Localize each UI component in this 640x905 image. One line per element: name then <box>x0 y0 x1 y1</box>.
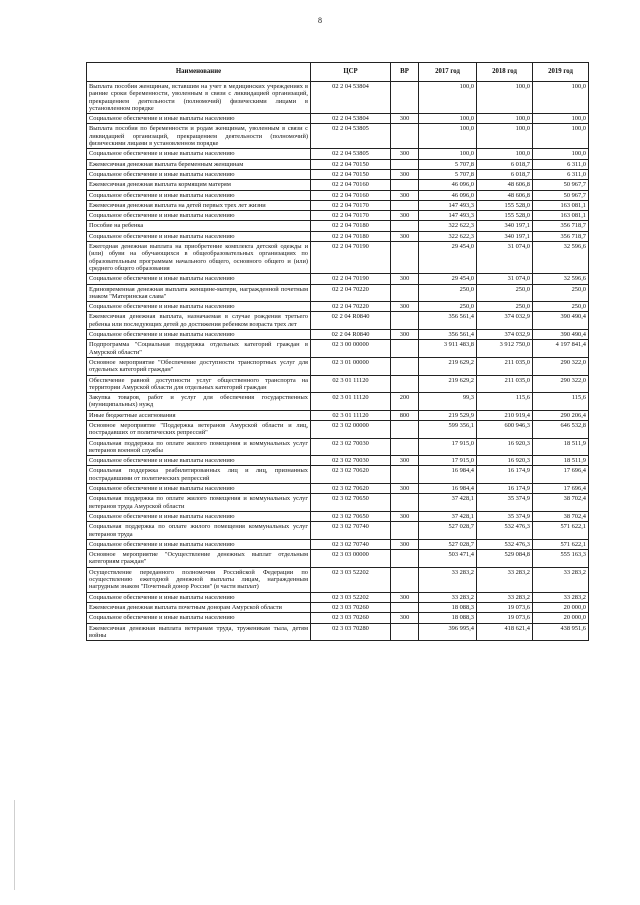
table-row <box>87 312 589 330</box>
row-csr: 02 3 02 70650 <box>311 511 391 521</box>
row-2017-value: 527 028,7 <box>419 539 477 549</box>
row-vr: 300 <box>391 274 419 284</box>
table-row <box>87 231 589 241</box>
row-2017-value: 250,0 <box>419 302 477 312</box>
table-row <box>87 456 589 466</box>
row-csr: 02 2 04 53804 <box>311 114 391 124</box>
table-row <box>87 169 589 179</box>
row-2018-value: 6 018,7 <box>477 169 533 179</box>
row-csr: 02 3 01 11120 <box>311 393 391 411</box>
table-row <box>87 221 589 231</box>
table-row <box>87 550 589 568</box>
row-2018-value: 529 084,8 <box>477 550 533 568</box>
row-2017-value: 599 356,1 <box>419 420 477 438</box>
row-2017-value: 33 283,2 <box>419 567 477 592</box>
row-csr: 02 3 00 00000 <box>311 340 391 358</box>
table-row <box>87 602 589 612</box>
row-name: Выплата пособия женщинам, вставшим на учет в медицинских учреждениях в ранние сроки беременности, уволенным в связи с ликвидацией организаций, прекращением деятельности (полномочий) физическими лицами в установленном порядке <box>87 82 311 114</box>
row-name: Социальное обеспечение и иные выплаты населению <box>87 149 311 159</box>
row-2018-value: 19 073,6 <box>477 602 533 612</box>
row-csr: 02 2 04 70170 <box>311 211 391 221</box>
row-2018-value: 33 283,2 <box>477 592 533 602</box>
row-vr: 200 <box>391 393 419 411</box>
row-csr: 02 3 03 52202 <box>311 592 391 602</box>
row-vr <box>391 494 419 512</box>
header-vr: ВР <box>391 63 419 82</box>
row-csr: 02 2 04 70160 <box>311 180 391 190</box>
row-2017-value: 527 028,7 <box>419 522 477 540</box>
row-name: Социальное обеспечение и иные выплаты населению <box>87 592 311 602</box>
row-2017-value: 46 096,0 <box>419 190 477 200</box>
row-name: Социальное обеспечение и иные выплаты населению <box>87 511 311 521</box>
table-row <box>87 484 589 494</box>
row-name: Ежемесячная денежная выплата кормящим матерям <box>87 180 311 190</box>
row-2019-value: 571 622,1 <box>533 522 589 540</box>
row-name: Социальная поддержка по оплате жилого помещения коммунальных услуг ветеранов труда <box>87 522 311 540</box>
row-name: Социальное обеспечение и иные выплаты населению <box>87 231 311 241</box>
row-2018-value: 100,0 <box>477 82 533 114</box>
row-2017-value: 147 493,3 <box>419 211 477 221</box>
row-2018-value: 3 912 750,0 <box>477 340 533 358</box>
table-row <box>87 438 589 456</box>
header-name: Наименование <box>87 63 311 82</box>
row-2019-value: 4 197 841,4 <box>533 340 589 358</box>
row-2017-value: 322 622,3 <box>419 221 477 231</box>
row-2018-value: 16 920,3 <box>477 438 533 456</box>
table-row <box>87 302 589 312</box>
row-2019-value: 50 967,7 <box>533 180 589 190</box>
row-vr <box>391 159 419 169</box>
row-2018-value: 532 476,3 <box>477 522 533 540</box>
row-2018-value: 33 283,2 <box>477 567 533 592</box>
header-csr: ЦСР <box>311 63 391 82</box>
table-row <box>87 124 589 149</box>
row-vr: 300 <box>391 613 419 623</box>
row-vr: 300 <box>391 484 419 494</box>
row-2017-value: 322 622,3 <box>419 231 477 241</box>
row-csr: 02 2 04 53805 <box>311 149 391 159</box>
row-vr: 300 <box>391 190 419 200</box>
row-csr: 02 2 04 53804 <box>311 82 391 114</box>
row-2019-value: 32 596,6 <box>533 274 589 284</box>
header-2019: 2019 год <box>533 63 589 82</box>
table-row <box>87 274 589 284</box>
row-2019-value: 20 000,0 <box>533 613 589 623</box>
row-2018-value: 340 197,1 <box>477 221 533 231</box>
row-vr <box>391 375 419 393</box>
row-csr: 02 3 02 70740 <box>311 539 391 549</box>
row-vr <box>391 567 419 592</box>
row-2018-value: 16 174,9 <box>477 466 533 484</box>
row-csr: 02 3 02 70740 <box>311 522 391 540</box>
row-name: Социальное обеспечение и иные выплаты населению <box>87 190 311 200</box>
table-row <box>87 539 589 549</box>
row-name: Основное мероприятие "Осуществление денежных выплат отдельным категориям граждан" <box>87 550 311 568</box>
row-2017-value: 29 454,0 <box>419 274 477 284</box>
row-2019-value: 100,0 <box>533 82 589 114</box>
row-vr <box>391 200 419 210</box>
row-2019-value: 646 532,8 <box>533 420 589 438</box>
row-vr <box>391 420 419 438</box>
row-2019-value: 6 311,0 <box>533 169 589 179</box>
row-2019-value: 438 951,6 <box>533 623 589 641</box>
row-2019-value: 163 081,1 <box>533 200 589 210</box>
row-2019-value: 100,0 <box>533 124 589 149</box>
row-name: Ежемесячная денежная выплата на детей первых трех лет жизни <box>87 200 311 210</box>
table-row <box>87 613 589 623</box>
row-2019-value: 18 511,9 <box>533 438 589 456</box>
table-row <box>87 284 589 302</box>
row-2017-value: 16 984,4 <box>419 466 477 484</box>
row-2017-value: 18 088,3 <box>419 602 477 612</box>
row-2019-value: 100,0 <box>533 149 589 159</box>
row-csr: 02 2 04 70220 <box>311 302 391 312</box>
row-vr: 300 <box>391 114 419 124</box>
row-2019-value: 38 702,4 <box>533 494 589 512</box>
row-2019-value: 6 311,0 <box>533 159 589 169</box>
row-2019-value: 163 081,1 <box>533 211 589 221</box>
row-vr: 300 <box>391 302 419 312</box>
row-name: Социальное обеспечение и иные выплаты населению <box>87 274 311 284</box>
row-vr <box>391 522 419 540</box>
row-2019-value: 38 702,4 <box>533 511 589 521</box>
row-2018-value: 374 032,9 <box>477 330 533 340</box>
table-row <box>87 211 589 221</box>
table-header-row <box>87 63 589 82</box>
row-2019-value: 32 596,6 <box>533 242 589 274</box>
row-2017-value: 503 471,4 <box>419 550 477 568</box>
row-vr: 300 <box>391 231 419 241</box>
row-2019-value: 17 696,4 <box>533 484 589 494</box>
row-2017-value: 18 088,3 <box>419 613 477 623</box>
row-2018-value: 532 476,3 <box>477 539 533 549</box>
row-2018-value: 6 018,7 <box>477 159 533 169</box>
page-number: 8 <box>318 16 322 25</box>
row-2019-value: 17 696,4 <box>533 466 589 484</box>
row-vr: 300 <box>391 592 419 602</box>
row-csr: 02 3 03 70260 <box>311 613 391 623</box>
scan-edge-mark <box>14 800 15 890</box>
row-2017-value: 100,0 <box>419 114 477 124</box>
row-name: Социальная поддержка по оплате жилого помещения и коммунальных услуг ветеранов военной службы <box>87 438 311 456</box>
row-2019-value: 571 622,1 <box>533 539 589 549</box>
row-2019-value: 250,0 <box>533 302 589 312</box>
row-csr: 02 2 04 70150 <box>311 159 391 169</box>
row-vr <box>391 550 419 568</box>
row-csr: 02 3 03 70280 <box>311 623 391 641</box>
row-name: Ежегодная денежная выплата на приобретение комплекта детской одежды и (или) обуви на обучающихся в общеобразовательных организациях по образовательным программам начального общего, основного общего и (или) среднего общего образования <box>87 242 311 274</box>
row-2018-value: 250,0 <box>477 302 533 312</box>
row-csr: 02 2 04 70190 <box>311 242 391 274</box>
row-2017-value: 356 561,4 <box>419 312 477 330</box>
row-name: Социальное обеспечение и иные выплаты населению <box>87 302 311 312</box>
row-2018-value: 374 032,9 <box>477 312 533 330</box>
row-2018-value: 211 035,0 <box>477 375 533 393</box>
row-csr: 02 3 02 00000 <box>311 420 391 438</box>
row-vr: 300 <box>391 149 419 159</box>
row-vr: 800 <box>391 410 419 420</box>
row-name: Социальное обеспечение и иные выплаты населению <box>87 169 311 179</box>
row-2017-value: 100,0 <box>419 82 477 114</box>
table-row <box>87 357 589 375</box>
row-2017-value: 37 428,1 <box>419 511 477 521</box>
row-2017-value: 356 561,4 <box>419 330 477 340</box>
row-2019-value: 356 718,7 <box>533 221 589 231</box>
row-2019-value: 20 000,0 <box>533 602 589 612</box>
row-csr: 02 2 04 70190 <box>311 274 391 284</box>
row-name: Пособие на ребенка <box>87 221 311 231</box>
row-2017-value: 5 707,8 <box>419 159 477 169</box>
table-row <box>87 242 589 274</box>
row-csr: 02 2 04 70150 <box>311 169 391 179</box>
row-2019-value: 555 163,3 <box>533 550 589 568</box>
table-row <box>87 567 589 592</box>
row-vr <box>391 340 419 358</box>
row-2017-value: 3 911 483,8 <box>419 340 477 358</box>
row-vr: 300 <box>391 456 419 466</box>
table-row <box>87 200 589 210</box>
row-2017-value: 250,0 <box>419 284 477 302</box>
row-2018-value: 211 035,0 <box>477 357 533 375</box>
row-vr <box>391 284 419 302</box>
row-2017-value: 17 915,0 <box>419 456 477 466</box>
row-2018-value: 35 374,9 <box>477 511 533 521</box>
table-row <box>87 420 589 438</box>
row-2017-value: 100,0 <box>419 124 477 149</box>
row-name: Подпрограмма "Социальная поддержка отдельных категорий граждан в Амурской области" <box>87 340 311 358</box>
row-csr: 02 3 02 70030 <box>311 438 391 456</box>
table-row <box>87 494 589 512</box>
row-2019-value: 356 718,7 <box>533 231 589 241</box>
row-name: Социальное обеспечение и иные выплаты населению <box>87 330 311 340</box>
row-name: Основное мероприятие "Обеспечение доступности транспортных услуг для отдельных категорий граждан" <box>87 357 311 375</box>
row-2017-value: 396 995,4 <box>419 623 477 641</box>
row-vr <box>391 623 419 641</box>
row-name: Социальное обеспечение и иные выплаты населению <box>87 539 311 549</box>
row-2017-value: 219 629,2 <box>419 375 477 393</box>
row-csr: 02 2 04 R0840 <box>311 330 391 340</box>
row-name: Единовременная денежная выплата женщине-матери, награжденной почетным знаком "Материнская слава" <box>87 284 311 302</box>
row-2019-value: 18 511,9 <box>533 456 589 466</box>
row-vr <box>391 180 419 190</box>
row-2017-value: 16 984,4 <box>419 484 477 494</box>
row-2018-value: 48 606,8 <box>477 180 533 190</box>
row-csr: 02 3 02 70620 <box>311 484 391 494</box>
row-name: Социальное обеспечение и иные выплаты населению <box>87 613 311 623</box>
row-csr: 02 2 04 53805 <box>311 124 391 149</box>
row-2018-value: 155 528,0 <box>477 200 533 210</box>
row-vr <box>391 312 419 330</box>
row-2018-value: 16 920,3 <box>477 456 533 466</box>
row-2018-value: 16 174,9 <box>477 484 533 494</box>
row-csr: 02 2 04 70170 <box>311 200 391 210</box>
row-csr: 02 3 01 00000 <box>311 357 391 375</box>
row-vr: 300 <box>391 511 419 521</box>
row-csr: 02 2 04 70180 <box>311 221 391 231</box>
row-2017-value: 37 428,1 <box>419 494 477 512</box>
row-2019-value: 33 283,2 <box>533 567 589 592</box>
row-2018-value: 115,6 <box>477 393 533 411</box>
row-vr <box>391 602 419 612</box>
row-name: Социальная поддержка по оплате жилого помещения и коммунальных услуг ветеранов труда Амурской области <box>87 494 311 512</box>
row-2018-value: 19 073,6 <box>477 613 533 623</box>
row-2018-value: 600 946,3 <box>477 420 533 438</box>
row-2017-value: 99,3 <box>419 393 477 411</box>
table-row <box>87 393 589 411</box>
header-2018: 2018 год <box>477 63 533 82</box>
row-2018-value: 155 528,0 <box>477 211 533 221</box>
table-row <box>87 340 589 358</box>
table-row <box>87 330 589 340</box>
row-2018-value: 210 919,4 <box>477 410 533 420</box>
row-csr: 02 3 03 00000 <box>311 550 391 568</box>
row-csr: 02 2 04 70160 <box>311 190 391 200</box>
row-2017-value: 147 493,3 <box>419 200 477 210</box>
row-2019-value: 390 490,4 <box>533 312 589 330</box>
table-body <box>87 82 589 641</box>
table-row <box>87 159 589 169</box>
row-csr: 02 2 04 70220 <box>311 284 391 302</box>
row-csr: 02 3 01 11120 <box>311 410 391 420</box>
row-name: Иные бюджетные ассигнования <box>87 410 311 420</box>
row-vr <box>391 357 419 375</box>
table-row <box>87 375 589 393</box>
row-2018-value: 100,0 <box>477 149 533 159</box>
row-vr <box>391 438 419 456</box>
row-vr <box>391 82 419 114</box>
table-row <box>87 410 589 420</box>
row-2019-value: 50 967,7 <box>533 190 589 200</box>
row-2018-value: 48 606,8 <box>477 190 533 200</box>
row-2019-value: 250,0 <box>533 284 589 302</box>
row-2019-value: 290 322,0 <box>533 357 589 375</box>
row-2019-value: 100,0 <box>533 114 589 124</box>
row-2019-value: 115,6 <box>533 393 589 411</box>
table-row <box>87 623 589 641</box>
row-csr: 02 2 04 70180 <box>311 231 391 241</box>
row-2018-value: 418 621,4 <box>477 623 533 641</box>
row-2019-value: 290 322,0 <box>533 375 589 393</box>
row-name: Социальное обеспечение и иные выплаты населению <box>87 114 311 124</box>
row-2018-value: 100,0 <box>477 114 533 124</box>
row-2017-value: 100,0 <box>419 149 477 159</box>
row-2018-value: 250,0 <box>477 284 533 302</box>
row-2019-value: 33 283,2 <box>533 592 589 602</box>
header-2017: 2017 год <box>419 63 477 82</box>
row-csr: 02 2 04 R0840 <box>311 312 391 330</box>
row-csr: 02 3 01 11120 <box>311 375 391 393</box>
row-name: Обеспечение равной доступности услуг общественного транспорта на территории Амурской области для отдельных категорий граждан <box>87 375 311 393</box>
row-name: Ежемесячная денежная выплата, назначаемая в случае рождения третьего ребенка или последующих детей до достижения ребенком возраста трех лет <box>87 312 311 330</box>
row-2018-value: 31 074,0 <box>477 242 533 274</box>
row-2017-value: 219 629,2 <box>419 357 477 375</box>
row-vr <box>391 466 419 484</box>
row-csr: 02 3 02 70650 <box>311 494 391 512</box>
table-row <box>87 466 589 484</box>
table-row <box>87 511 589 521</box>
row-name: Ежемесячная денежная выплата почетным донорам Амурской области <box>87 602 311 612</box>
row-name: Социальное обеспечение и иные выплаты населению <box>87 484 311 494</box>
row-vr <box>391 124 419 149</box>
row-2017-value: 29 454,0 <box>419 242 477 274</box>
row-name: Осуществление переданного полномочия Российской Федерации по осуществлению ежегодной денежной выплаты лицам, награжденным нагрудным знаком "Почетный донор России" (в части выплат) <box>87 567 311 592</box>
table-row <box>87 82 589 114</box>
row-name: Ежемесячная денежная выплата беременным женщинам <box>87 159 311 169</box>
budget-table <box>86 62 589 641</box>
table-row <box>87 592 589 602</box>
row-name: Социальное обеспечение и иные выплаты населению <box>87 211 311 221</box>
row-name: Основное мероприятие "Поддержка ветеранов Амурской области и лиц, пострадавших от политических репрессий" <box>87 420 311 438</box>
table-row <box>87 180 589 190</box>
row-2017-value: 219 529,9 <box>419 410 477 420</box>
table-row <box>87 114 589 124</box>
row-2018-value: 340 197,1 <box>477 231 533 241</box>
row-2019-value: 390 490,4 <box>533 330 589 340</box>
row-vr <box>391 242 419 274</box>
row-2017-value: 17 915,0 <box>419 438 477 456</box>
row-2019-value: 290 206,4 <box>533 410 589 420</box>
row-csr: 02 3 02 70620 <box>311 466 391 484</box>
row-name: Выплата пособия по беременности и родам женщинам, уволенным в связи с ликвидацией организаций, прекращением деятельности (полномочий) физическими лицами в установленном порядке <box>87 124 311 149</box>
row-vr: 300 <box>391 211 419 221</box>
row-vr: 300 <box>391 539 419 549</box>
table-row <box>87 522 589 540</box>
row-name: Ежемесячная денежная выплата ветеранам труда, труженикам тыла, детям войны <box>87 623 311 641</box>
row-name: Социальное обеспечение и иные выплаты населению <box>87 456 311 466</box>
row-csr: 02 3 03 52202 <box>311 567 391 592</box>
row-csr: 02 3 03 70260 <box>311 602 391 612</box>
row-2017-value: 46 096,0 <box>419 180 477 190</box>
row-vr: 300 <box>391 169 419 179</box>
row-2017-value: 5 707,8 <box>419 169 477 179</box>
row-vr: 300 <box>391 330 419 340</box>
row-2017-value: 33 283,2 <box>419 592 477 602</box>
row-name: Закупка товаров, работ и услуг для обеспечения государственных (муниципальных) нужд <box>87 393 311 411</box>
row-name: Социальная поддержка реабилитированных лиц и лиц, признанных пострадавшими от политических репрессий <box>87 466 311 484</box>
row-csr: 02 3 02 70030 <box>311 456 391 466</box>
row-2018-value: 100,0 <box>477 124 533 149</box>
row-vr <box>391 221 419 231</box>
table-row <box>87 149 589 159</box>
row-2018-value: 31 074,0 <box>477 274 533 284</box>
table-row <box>87 190 589 200</box>
row-2018-value: 35 374,9 <box>477 494 533 512</box>
